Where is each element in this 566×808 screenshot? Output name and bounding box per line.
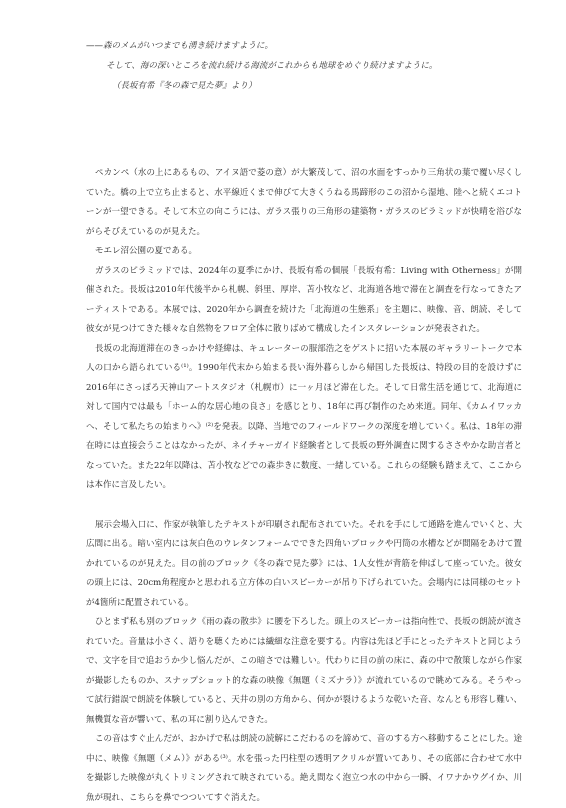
article-body <box>86 164 522 808</box>
paragraph: ひとまず私も別のブロック《雨の森の散歩》に腰を下ろした。頭上のスピーカーは指向性で、長坂の朗読が流されていた。音量は小さく、語りを聴くためには繊細な注意を要する。内容は先ほど手にとったテキストと同じようで、文字を目で追おうか少し悩んだが、この暗さでは難しい。代わりに目の前の床に、森の中で散策しながら作家が撮影したものか、スナップショット的な森の映像《無題（ミズナラ）》が流れているので眺めてみる。そうやって試行錯誤で朗読を体験していると、天井の別の方角から、何かが裂けるような乾いた音、なんとも形容し難い、無機質な音が響いて、私の耳に割り込んできた。 <box>86 617 522 725</box>
paragraph: ペカンペ（水の上にあるもの、アイヌ語で菱の意）が大繁茂して、沼の水面をすっかり三角状の葉で覆い尽くしていた。橋の上で立ち止まると、水平線近くまで伸びて大きくうねる馬蹄形のこの沼から湿地、陸へと続くエコトーンが一望できる。そして木立の向こうには、ガラス張りの三角形の建築物・ガラスのピラミッドが快晴を浴びながらそびえているのが見えた。 <box>86 168 522 237</box>
paragraph: 展示会場入口に、作家が執筆したテキストが印刷され配布されていた。それを手にして通路を進んでいくと、大広間に出る。暗い室内には灰白色のウレタンフォームでできた四角いブロックや円筒の水槽などが間隔をあけて置かれているのが見えた。目の前のブロック《冬の森で見た夢》には、1人女性が背筋を伸ばして座っていた。彼女の頭上には、20cm角程度かと思われる立方体の白いスピーカーが吊り下げられていた。会場内には同様のセットが4箇所に配置されている。 <box>86 519 522 608</box>
paragraph: ガラスのピラミッドでは、2024年の夏季にかけ、長坂有希の個展「長坂有希：Living with Otherness」が開催された。長坂は2010年代後半から札幌、斜里、厚岸、苫小牧など、北海道各地で滞在と調査を行なってきたアーティストである。本展では、2020年から調査を続けた「北海道の生態系」を主題に、映像、音、朗読、そして彼女が見つけてきた様々な自然物をフロア全体に散りばめて構成したインスタレーションが発表された。 <box>86 265 522 334</box>
section-gap <box>86 496 522 516</box>
paragraph: この音はすぐ止んだが、おかげで私は朗読の読解にこだわるのを諦めて、音のする方へ移動することにした。途中に、映像《無題（メム）》がある⁽³⁾。水を張った円柱型の透明アクリルが置いてあり、その底部に合わせて水中を撮影した映像が丸くトリミングされて映されている。絶え間なく泡立つ水の中から一瞬、イワナかウグイか、川魚が現れ、こちらを鼻でつついてすぐ消えた。 <box>86 734 522 803</box>
epigraph <box>86 36 516 96</box>
paragraph: モエレ沼公園の夏である。 <box>95 246 198 256</box>
paragraph: 長坂の北海道滞在のきっかけや経緯は、キュレーターの服部浩之をゲストに招いた本展のギャラリートークで本人の口から語られている⁽¹⁾。1990年代末から始まる長い海外暮らしから帰国した長坂は、特段の目的を設けずに2016年にさっぽろ天神山アートスタジオ（札幌市）に一ヶ月ほど滞在した。そして日常生活を通じて、北海道に対して国内では最も「ホーム的な居心地の良さ」を感じとり、18年に再び制作のため来道。同年、《カムイワッカへ、そして私たちの始まりへ》⁽²⁾を発表。以降、当地でのフィールドワークの深度を増していく。私は、18年の滞在時には直接会うことはなかったが、ネイチャーガイド経験者として長坂の野外調査に関するささやかな助言者となっていた。また22年以降は、苫小牧などでの森歩きに数度、一緒している。これらの経験も踏まえて、ここからは本作に言及したい。 <box>86 343 522 490</box>
epigraph-source: （長坂有希『冬の森で見た夢』より） <box>112 81 257 91</box>
epigraph-line-1: ——森のメムがいつまでも湧き続けますように。 <box>86 41 274 51</box>
epigraph-line-2: そして、海の深いところを流れ続ける海流がこれからも地球をめぐり続けますように。 <box>106 61 438 71</box>
